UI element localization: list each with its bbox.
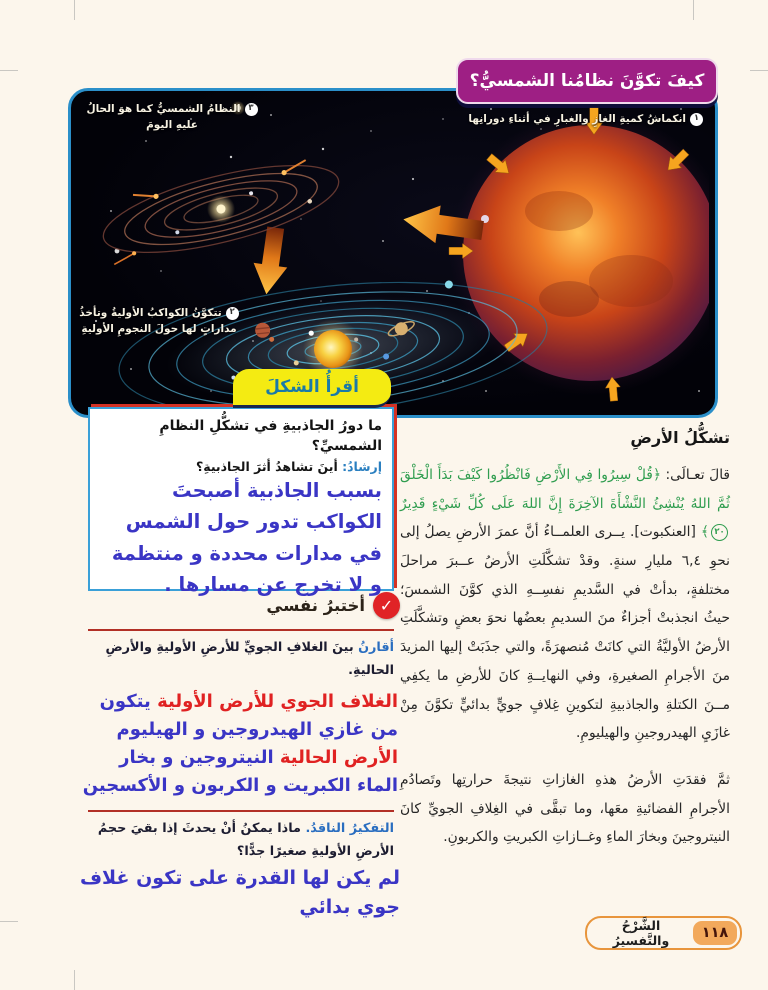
footer-section-box (585, 916, 742, 950)
hint-text: أينَ تشاهدُ أثرَ الجاذبيةِ؟ (196, 459, 343, 475)
checkmark-icon: ✓ (373, 592, 400, 619)
crop-mark (0, 921, 18, 922)
paragraph-1 (400, 461, 730, 748)
protoplanetary-disk (95, 146, 346, 271)
verse-number-badge: ٢٠ (711, 524, 728, 541)
critical-thinking-text: ماذا يمكنُ أنْ يحدثَ إذا بقيَ حجمُ الأرضِ الأوليةِ صغيرًا جدًّا؟ (97, 821, 394, 860)
read-figure-label: أقرأُ الشكلَ (265, 377, 359, 397)
section-divider (88, 810, 394, 812)
read-figure-tag (233, 369, 391, 408)
figure-step-1-label (459, 111, 703, 127)
answer-early-earth-gases: يتكون من غازي الهيدروجين و الهيليوم (99, 691, 398, 740)
article-column (400, 428, 730, 870)
page-number-badge: ١١٨ (693, 921, 737, 945)
figure-title: كيفَ تكوَّنَ نظامُنا الشمسيُّ؟ (469, 71, 705, 91)
hint-label: إرشادُ: (342, 459, 382, 475)
compare-label: أقارنُ (358, 640, 394, 655)
figure-question: ما دورُ الجاذبيةِ في تشكُّلِ النظامِ الشمسيِّ؟ (159, 418, 382, 454)
step-1-text: انكماشُ كميةِ الغازِ والغبارِ في أثناءِ دورانِها (468, 113, 686, 125)
crop-mark (74, 970, 75, 990)
figure-hint (98, 459, 382, 474)
step-2-number: ٣ (245, 103, 258, 116)
verse-reference: [العنكبوت]. (624, 524, 701, 541)
answer-early-earth-label: الغلاف الجوي للأرض الأولية (150, 691, 398, 712)
step-2-text: النظامُ الشمسيُّ كما هوَ الحالُ عليهِ اليومَ (86, 103, 241, 132)
self-test-title: أختبرُ نفسي (266, 596, 365, 615)
crop-mark (693, 0, 694, 20)
handwritten-answer-compare (78, 688, 398, 800)
verse-close-bracket: ﴾ (700, 524, 709, 541)
crop-mark (0, 70, 18, 71)
step-3-text: تتكوَّنُ الكواكبُ الأوليةُ وتأخذُ مداراتٍ لها حولَ النجومِ الأوليةِ (79, 307, 237, 336)
answer-current-earth-gases: النيتروجين و بخار الماء الكبريت و الكربون و الأكسجين (82, 746, 398, 796)
handwritten-answer-gravity: بسبب الجاذبية أصبحتَ الكواكب تدور حول الشمس في مدارات محددة و منتظمة و لا تخرج عن مسارها . (111, 479, 382, 596)
critical-thinking-question (88, 817, 394, 863)
read-figure-question-box (88, 407, 394, 596)
step-1-number: ١ (690, 113, 703, 126)
answer-current-earth-label: الأرض الحالية (273, 746, 398, 768)
solar-system-figure (68, 88, 718, 418)
article-heading: تشكُّلُ الأرضِ (630, 428, 730, 447)
critical-thinking-label: التفكيرُ الناقدُ. (305, 821, 394, 836)
body-text-1: يــرى العلمــاءُ أنَّ عمرَ الأرضِ يصلُ إلى نحوِ ٦,٤ مليارِ سنةٍ. وقدْ تشكَّلَتِ الأرضُ عــبرَ مراحلَ مختلفةٍ، بدأتْ في السَّديمِ نفسِــهِ الذي كوَّنَ الشمسَ؛ حيثُ انجذبتْ أجزاءٌ منَ السديمِ بعضُها نحوَ بعضٍ وتشكَّلَتِ الأرضُ الأوليَّةُ التي كانَتْ مُنصهرَةً، والتي جذَبَتْ إليها المزيدَ منَ الأجرامِ الصغيرةِ، وفي النهايــةِ كانَ للأرضِ ما يكفِي مــنَ الكتلةِ والجاذبيةِ لتكوينِ غِلافٍ جويٍّ بدائيٍّ تكوَّنَ مِنْ غازَيِ الهيدروجينِ والهيليومِ. (400, 524, 730, 742)
arrow-to-solar-system (249, 225, 292, 296)
section-divider (88, 629, 394, 631)
figure-step-2-label (81, 101, 263, 134)
quran-verse: ﴿قُلْ سِيرُوا فِي الأَرْضِ فَانْظُرُوا كَيْفَ بَدَأَ الْخَلْقَ ثُمَّ اللهُ يُنْشِئُ النَّشْأَةَ الآخِرَةَ إِنَّ اللهَ عَلَى كُلِّ شَيْءٍ قَدِيرٌ (400, 467, 730, 512)
space-illustration (71, 91, 709, 409)
figure-step-3-label (79, 305, 239, 338)
footer-section-label: الشَّرْحُ والتَّفسيرُ (612, 918, 670, 948)
crop-mark (750, 70, 768, 71)
figure-title-banner (456, 58, 718, 104)
crop-mark (74, 0, 75, 20)
compare-question (88, 636, 394, 682)
verse-intro: قالَ تعـالَى: (660, 467, 730, 483)
handwritten-answer-critical: لم يكن لها القدرة على تكون غلاف جوي بدائي (79, 867, 400, 919)
paragraph-2: ثمَّ فقدَتِ الأرضُ هذهِ الغازاتِ نتيجةَ حرارتِها وتَصادُمِ الأجرامِ الفضائيةِ معَها، وما تبقَّى في الغِلافِ الجويِّ كانَ النيتروجينَ وبخارَ الماءِ وغــازاتِ الكبريتِ والكربونِ. (400, 771, 730, 846)
step-3-number: ٢ (226, 307, 239, 320)
compare-text: بينَ الغلافِ الجويِّ للأرضِ الأوليةِ والأرضِ الحاليةِ. (105, 640, 394, 679)
